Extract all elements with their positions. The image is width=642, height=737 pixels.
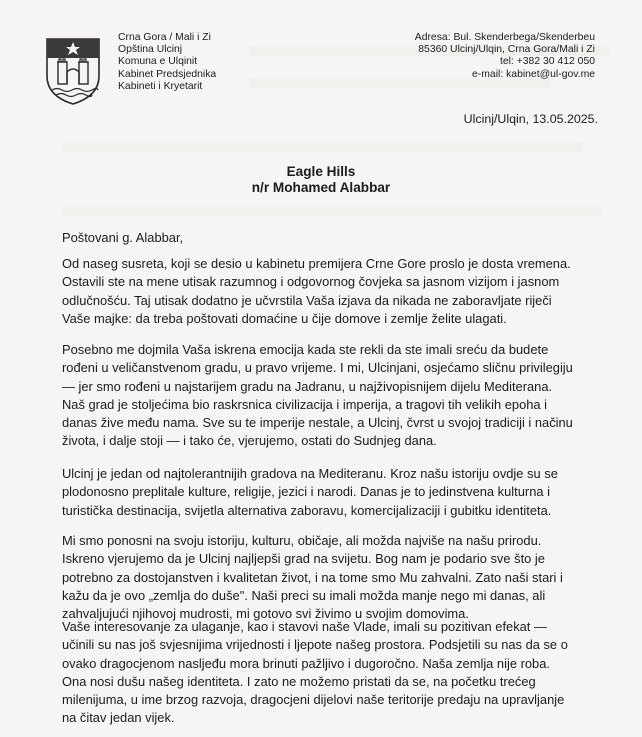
letter-date: Ulcinj/Ulqin, 13.05.2025.	[463, 112, 598, 126]
paragraph-line: kažu da je ovo „zemlja do duše". Naši preci su imali možda manje nego mi danas, ali	[62, 587, 546, 603]
paragraph-line: turistička destinacija, svijetla alternativa zaboravu, komercijalizaciji i gubitku identiteta.	[62, 502, 552, 518]
paragraph-line: potrebno za dostojanstven i kvalitetan život, i na tome smo Mu zahvalni. Zato naši stari i	[62, 569, 563, 585]
paragraph-line: milenijuma, u ime brzog razvoja, dragocjeni dijelovi naše teritorije predaju na upravljanje	[62, 692, 565, 708]
municipality-header	[118, 32, 216, 93]
body-paragraph	[62, 618, 607, 728]
header-left-line: Kabinet Predsjednika	[118, 68, 217, 80]
body-paragraph	[62, 255, 607, 328]
paragraph-line: učinili su nas još svjesnijima vrijednosti i ljepote našeg prostora. Podsjetili su nas da se o	[62, 637, 568, 653]
paragraph-line: na čitav jedan vijek.	[62, 710, 175, 726]
paragraph-line: ovako dragocjenom nasljeđu mora brinuti pažljivo i dugoročno. Naša zemlja nije roba.	[62, 655, 550, 671]
recipient-person: n/r Mohamed Alabbar	[251, 180, 391, 195]
phone-line: tel: +382 30 412 050	[499, 56, 595, 68]
header-left-line: Crna Gora / Mali i Zi	[118, 32, 211, 43]
ulcinj-coat-of-arms-icon	[44, 36, 102, 106]
paragraph-line: Naš grad je stoljećima bio raskrsnica civilizacija i imperija, a tragovi tih velikih epoha i	[62, 396, 548, 412]
body-paragraph	[62, 465, 607, 520]
bleed-through-shadow	[62, 206, 602, 216]
email-line: e-mail: kabinet@ul-gov.me	[472, 68, 595, 80]
address-line: Adresa: Bul. Skenderbega/Skenderbeu	[414, 32, 595, 43]
header-left-line: Kabineti i Kryetarit	[118, 80, 203, 92]
paragraph-line: Mi smo ponosni na svoju istoriju, kulturu, običaje, ali možda najviše na našu prirodu.	[62, 533, 542, 548]
contact-header	[415, 32, 595, 81]
paragraph-line: Ostavili ste na mene utisak razumnog i odgovornog čovjeka sa jasnom vizijom i jasnom	[62, 274, 560, 290]
paragraph-line: života, i dalje stoji — i tako će, vjerujemo, ostati do Sudnjeg dana.	[62, 433, 437, 449]
paragraph-line: Ulcinj je jedan od najtolerantnijih gradova na Mediteranu. Kroz našu istoriju ovdje su se	[62, 466, 558, 481]
paragraph-line: zahvaljujući njihovoj mudrosti, mi gotovo svi živimo u svojim domovima.	[62, 606, 469, 622]
header-left-line: Opština Ulcinj	[118, 44, 183, 56]
postal-line: 85360 Ulcinj/Ulqin, Crna Gora/Mali i Zi	[418, 44, 595, 56]
recipient-block	[0, 164, 642, 196]
bleed-through-shadow	[62, 142, 582, 152]
paragraph-line: Vaše interesovanje za ulaganje, kao i stavovi naše Vlade, imali su pozitivan efekat —	[62, 619, 547, 634]
paragraph-line: danas žive među nama. Sve su te imperije nestale, a Ulcinj, čvrst u svojoj tradiciji i načinu	[62, 415, 573, 431]
paragraph-line: Iskreno vjerujemo da je Ulcinj najljepši grad na svijetu. Bog nam je podario sve što je	[62, 551, 545, 567]
recipient-company: Eagle Hills	[286, 164, 356, 179]
paragraph-line: odlučnošću. Taj utisak dodatno je učvrstila Vaša izjava da nikada ne zaboravljate riječi	[62, 292, 552, 308]
paragraph-line: rođeni u veličanstvenom gradu, u pravo vrijeme. I mi, Ulcinjani, osjećamo sličnu privilegiju	[62, 360, 573, 376]
paragraph-line: Vaše majke: da treba poštovati domaćine u čije domove i zemlje želite ulagati.	[62, 310, 507, 326]
paragraph-line: plodonosno preplitale kulture, religije, jezici i narodi. Danas je to jedinstvena kulturna i	[62, 484, 550, 500]
paragraph-line: Ona nosi dušu našeg identiteta. I zato ne možemo pristati da se, na početku trećeg	[62, 673, 536, 689]
body-paragraph	[62, 341, 607, 451]
paragraph-line: Od naseg susreta, koji se desio u kabinetu premijera Crne Gore proslo je dosta vremena.	[62, 256, 571, 271]
body-paragraph	[62, 532, 607, 623]
paragraph-line: — jer smo rođeni u najstarijem gradu na Jadranu, u najživopisnijem dijelu Mediterana.	[62, 378, 553, 394]
header-left-line: Komuna e Ulqinit	[118, 56, 198, 68]
salutation: Poštovani g. Alabbar,	[62, 230, 184, 245]
paragraph-line: Posebno me dojmila Vaša iskrena emocija kada ste rekli da ste imali sreću da budete	[62, 342, 549, 357]
